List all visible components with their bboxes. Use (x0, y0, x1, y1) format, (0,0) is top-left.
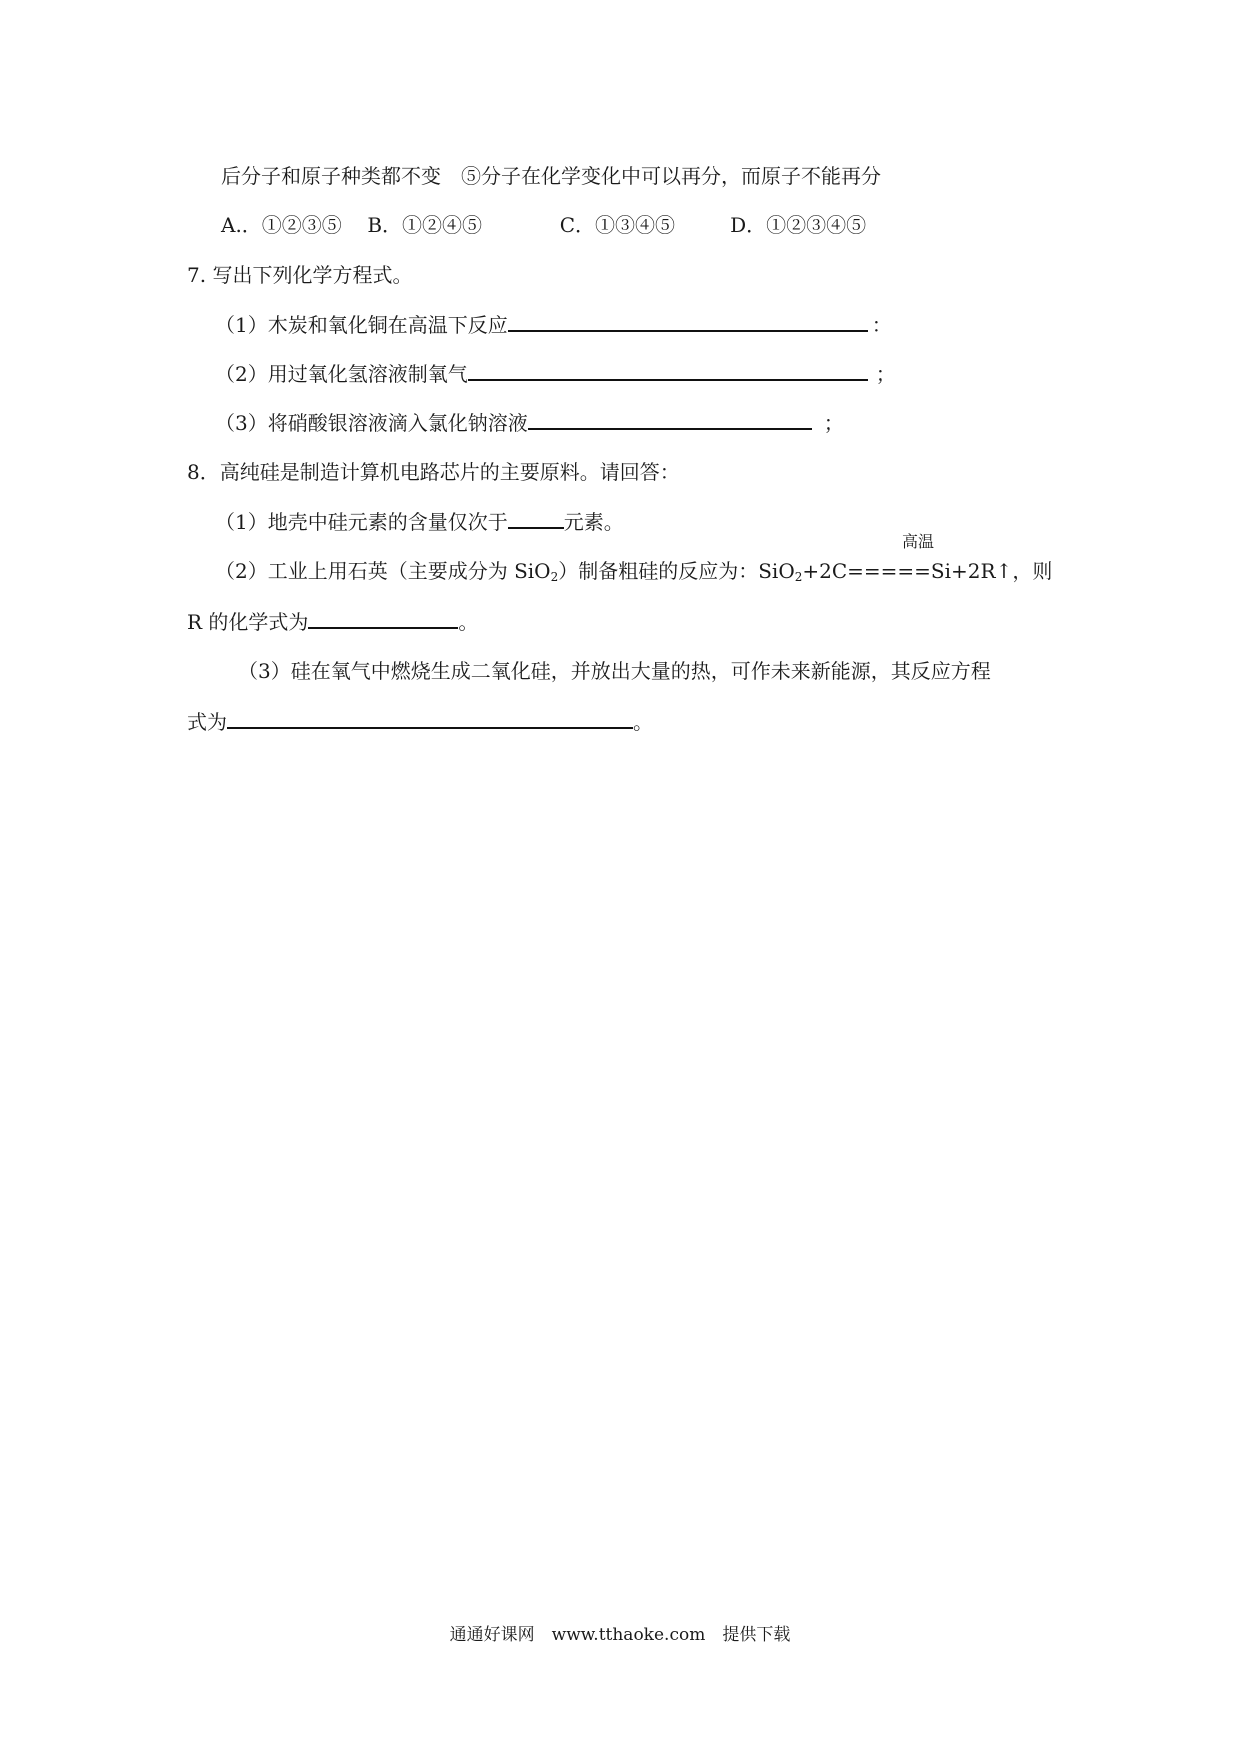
q7-item-1-answer-blank (508, 310, 868, 332)
q8-item-2 (215, 557, 1052, 591)
q8-item-2-subscript-2: 2 (794, 570, 803, 584)
q7-item-3-answer-blank (528, 408, 812, 430)
q8-item-3: （3）硅在氧气中燃烧生成二氧化硅，并放出大量的热，可作未来新能源，其反应方程 (238, 659, 991, 683)
q7-item-1-text: （1）木炭和氧化铜在高温下反应 (215, 313, 508, 337)
q8-title: 8．高纯硅是制造计算机电路芯片的主要原料。请回答： (187, 460, 680, 484)
q8-item-1-suffix: 元素。 (563, 510, 624, 534)
q8-item-3-line-2-text: 式为 (187, 710, 227, 734)
q7-item-3-end: ； (823, 411, 844, 435)
q6-option-c: C．①③④⑤ (559, 213, 676, 237)
q7-item-2-answer-blank (468, 359, 868, 381)
page-footer: 通通好课网 www.tthaoke.com 提供下载 (449, 1625, 791, 1645)
q8-item-3-line-2 (187, 707, 653, 736)
q8-item-2-line-2-text: R 的化学式为 (187, 610, 309, 634)
q6-option-b: B．①②④⑤ (367, 213, 483, 237)
q8-item-2-equation: +2C=====Si+2R↑，则 (802, 559, 1053, 583)
q8-item-2-answer-blank (308, 607, 458, 629)
q7-item-3-text: （3）将硝酸银溶液滴入氯化钠溶液 (215, 411, 528, 435)
q7-item-3 (215, 408, 844, 437)
q8-item-3-answer-blank (227, 707, 633, 729)
q8-item-1-answer-blank (508, 507, 564, 529)
q8-item-1-text: （1）地壳中硅元素的含量仅次于 (215, 510, 508, 534)
q7-item-2 (215, 359, 896, 388)
q6-option-a: A.．①②③⑤ (221, 213, 342, 237)
q8-item-1 (215, 507, 624, 536)
q6-continuation: 后分子和原子种类都不变 ⑤分子在化学变化中可以再分，而原子不能再分 (221, 164, 881, 188)
q8-item-2-text: （2）工业上用石英（主要成分为 SiO (215, 559, 551, 583)
q8-item-2-line-2 (187, 607, 478, 636)
q7-item-1 (215, 310, 892, 339)
q6-options (221, 211, 866, 239)
q6-option-d: D．①②③④⑤ (730, 213, 867, 237)
q7-item-1-end: ： (871, 313, 892, 337)
q8-item-2-subscript: 2 (550, 570, 559, 584)
q8-item-3-line-2-suffix: 。 (633, 710, 653, 734)
q8-item-2-mid: ）制备粗硅的反应为：SiO (558, 559, 795, 583)
reaction-condition-label: 高温 (902, 532, 935, 551)
q7-title: 7. 写出下列化学方程式。 (187, 263, 413, 287)
q7-item-2-end: ； (875, 362, 896, 386)
q8-item-2-line-2-suffix: 。 (458, 610, 479, 634)
q7-item-2-text: （2）用过氧化氢溶液制氧气 (215, 362, 468, 386)
